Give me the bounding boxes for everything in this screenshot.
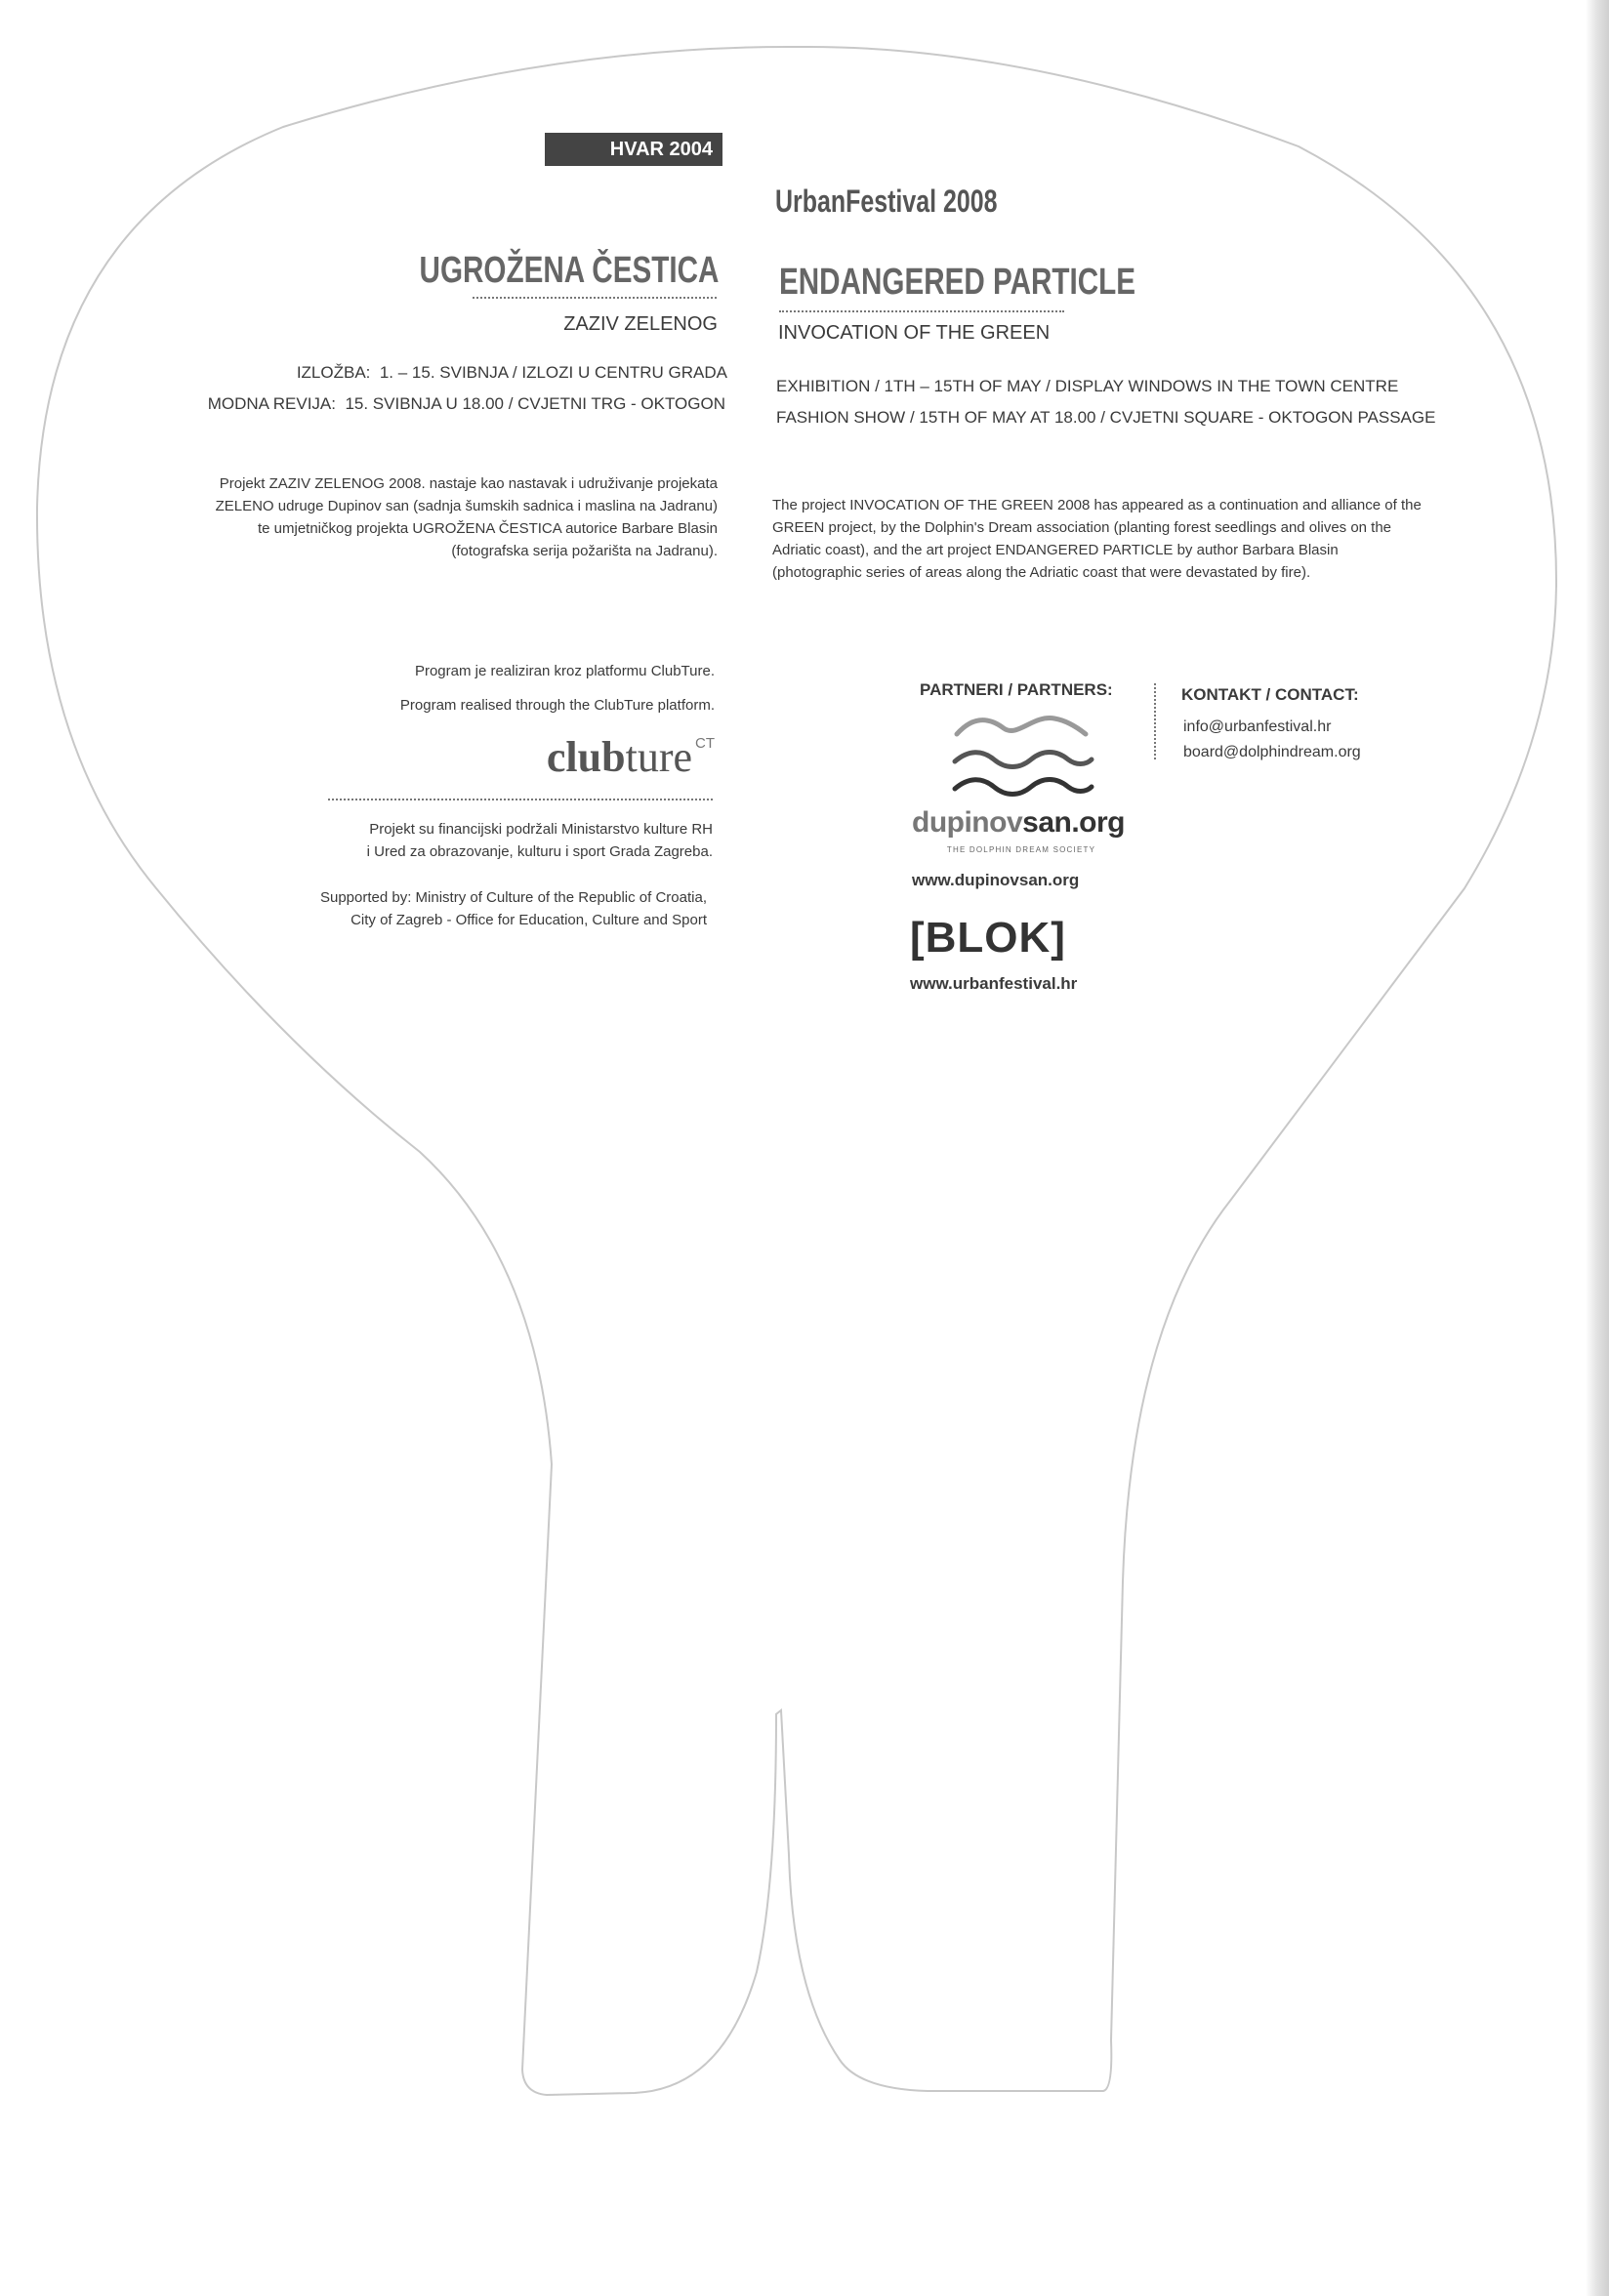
subtitle-croatian: ZAZIV ZELENOG	[563, 313, 718, 335]
paragraph-line: (photographic series of areas along the Adriatic coast that were devastated by fire).	[772, 564, 1311, 581]
dupinovsan-logo	[912, 806, 1125, 840]
partners-label: PARTNERI / PARTNERS:	[920, 680, 1113, 699]
funding-line: Supported by: Ministry of Culture of the Republic of Croatia,	[319, 889, 707, 906]
paragraph-line: te umjetničkog projekta UGROŽENA ČESTICA autorice Barbare Blasin	[257, 520, 718, 537]
contact-email-2[interactable]: board@dolphindream.org	[1183, 744, 1361, 760]
urbanfestival-url[interactable]: www.urbanfestival.hr	[910, 974, 1078, 993]
dotted-divider	[328, 799, 713, 800]
funding-line: City of Zagreb - Office for Education, Culture and Sport	[351, 912, 707, 928]
schedule-text: 1. – 15. SVIBNJA / IZLOZI U CENTRU GRADA	[379, 363, 727, 382]
funding-line: Projekt su financijski podržali Ministarstvo kulture RH	[369, 821, 713, 838]
clubture-logo-bold: club	[546, 733, 626, 781]
page-edge	[1586, 0, 1609, 2296]
festival-title: UrbanFestival 2008	[775, 184, 998, 219]
contact-email-1[interactable]: info@urbanfestival.hr	[1183, 718, 1332, 735]
dupinovsan-url[interactable]: www.dupinovsan.org	[912, 871, 1080, 889]
program-line-croatian: Program je realiziran kroz platformu ClubTure.	[414, 663, 715, 679]
paragraph-line: (fotografska serija požarišta na Jadranu).	[451, 543, 718, 559]
clubture-logo-light: ture	[625, 733, 692, 781]
title-croatian: UGROŽENA ČESTICA	[419, 250, 719, 291]
paragraph-line: Adriatic coast), and the art project ENDANGERED PARTICLE by author Barbara Blasin	[772, 542, 1339, 558]
schedule-english-fashion: FASHION SHOW / 15TH OF MAY AT 18.00 / CVJETNI SQUARE - OKTOGON PASSAGE	[776, 408, 1436, 427]
dotted-separator	[1154, 683, 1156, 759]
hvar-tag: HVAR 2004	[545, 133, 722, 166]
funding-croatian	[264, 818, 713, 863]
dupinovsan-logo-light: dupinov	[912, 806, 1023, 839]
program-line-english: Program realised through the ClubTure platform.	[399, 697, 715, 714]
dolphin-waves-icon	[949, 713, 1097, 804]
paragraph-line: Projekt ZAZIV ZELENOG 2008. nastaje kao nastavak i udruživanje projekata	[219, 475, 718, 492]
clubture-logo-mark: CT	[695, 735, 715, 752]
paragraph-line: The project INVOCATION OF THE GREEN 2008 has appeared as a continuation and alliance of the	[772, 497, 1422, 513]
schedule-label: MODNA REVIJA:	[207, 394, 336, 413]
dotted-divider	[473, 297, 717, 299]
dotted-divider	[779, 310, 1064, 312]
blok-logo: [BLOK]	[910, 914, 1066, 962]
paragraph-croatian	[132, 472, 718, 562]
clubture-logo	[547, 732, 715, 782]
title-english: ENDANGERED PARTICLE	[779, 262, 1136, 303]
funding-line: i Ured za obrazovanje, kulturu i sport Grada Zagreba.	[366, 843, 713, 860]
funding-english	[219, 886, 707, 931]
paragraph-english	[772, 494, 1553, 584]
paragraph-line: GREEN project, by the Dolphin's Dream association (planting forest seedlings and olives on the	[772, 519, 1392, 536]
schedule-english-exhibition: EXHIBITION / 1TH – 15TH OF MAY / DISPLAY WINDOWS IN THE TOWN CENTRE	[776, 377, 1399, 395]
schedule-text: 15. SVIBNJA U 18.00 / CVJETNI TRG - OKTOGON	[345, 394, 725, 413]
schedule-croatian-exhibition	[297, 363, 727, 383]
contact-label: KONTAKT / CONTACT:	[1181, 685, 1359, 704]
schedule-label: IZLOŽBA:	[296, 363, 371, 382]
subtitle-english: INVOCATION OF THE GREEN	[778, 322, 1051, 344]
schedule-croatian-fashion	[208, 394, 725, 414]
dupinovsan-logo-dark: san.org	[1022, 806, 1126, 839]
dolphin-society-caption: THE DOLPHIN DREAM SOCIETY	[946, 845, 1096, 854]
paragraph-line: ZELENO udruge Dupinov san (sadnja šumskih sadnica i maslina na Jadranu)	[215, 498, 718, 514]
